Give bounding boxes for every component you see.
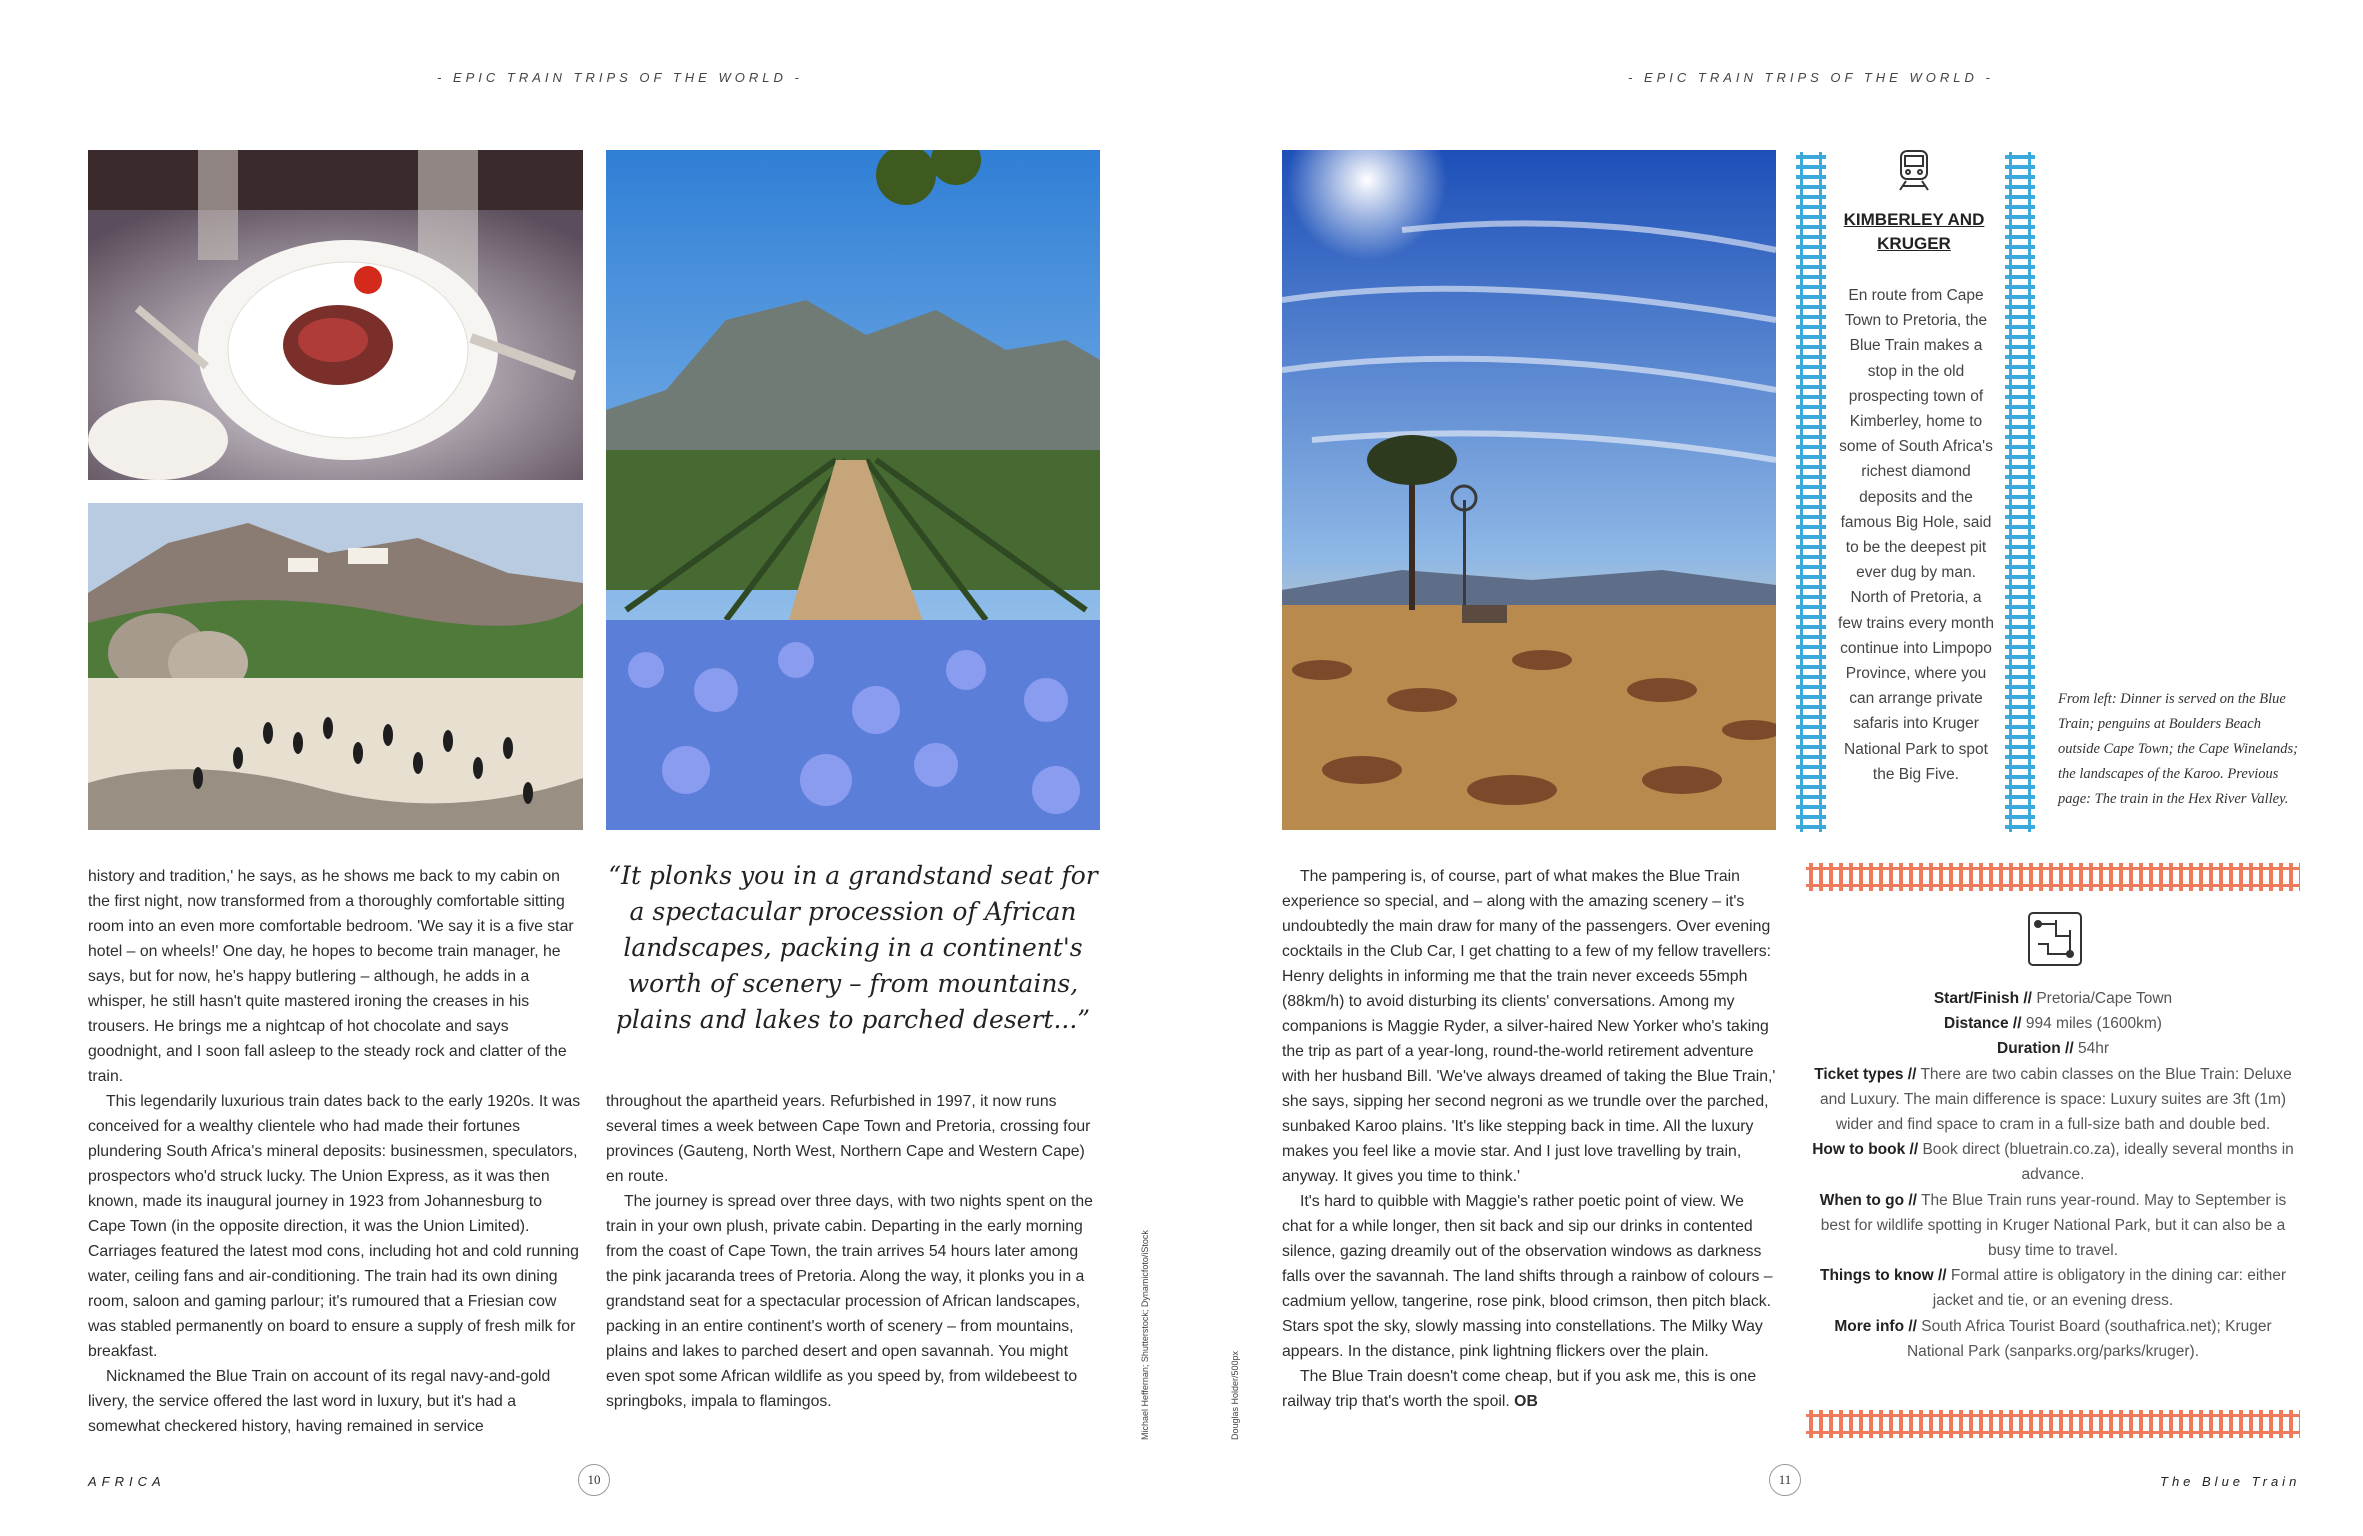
fact-things-to-know: Things to know // Formal attire is obligatory in the dining car: either jacket and tie, or an evening dress. <box>1819 1267 2287 1310</box>
body-column-1 <box>88 864 583 1439</box>
footer-story: The Blue Train <box>2160 1474 2301 1489</box>
page-number-right: 11 <box>1769 1464 1801 1496</box>
sidebar-body: En route from Cape Town to Pretoria, the Blue Train makes a stop in the old prospecting town of Kimberley, home to some of South Africa's richest diamond deposits and the famous Big Hole, said to be the deepest pit ever dug by man. North of Pretoria, a few trains every month continue into Limpopo Province, where you can arrange private safaris into Kruger National Park to spot the Big Five. <box>1838 287 1994 783</box>
fact-distance: Distance // 994 miles (1600km) <box>1944 1015 2162 1033</box>
photo-karoo <box>1282 150 1776 830</box>
body-column-3 <box>1282 864 1776 1414</box>
route-map-icon <box>2026 910 2084 968</box>
paragraph: Nicknamed the Blue Train on account of its regal navy-and-gold livery, the service offered the last word in luxury, but it's had a somewhat checkered history, having remained in service <box>88 1368 551 1435</box>
fact-duration: Duration // 54hr <box>1997 1040 2109 1058</box>
photo-credit-left: Michael Heffernan; Shutterstock; Dynamicfoto/iStock <box>1140 1230 1150 1440</box>
running-head-left: - EPIC TRAIN TRIPS OF THE WORLD - <box>437 70 803 85</box>
closing-sentence: The Blue Train doesn't come cheap, but if you ask me, this is one railway trip that's worth the spoil. <box>1282 1368 1757 1410</box>
fact-start-finish: Start/Finish // Pretoria/Cape Town <box>1933 990 2173 1007</box>
fact-more-info: More info // South Africa Tourist Board (southafrica.net); Kruger National Park (sanparks.org/parks/kruger). <box>1834 1317 2272 1360</box>
photo-caption: From left: Dinner is served on the Blue Train; penguins at Boulders Beach outside Cape Town; the Cape Winelands; the landscapes of the Karoo. Previous page: The train in the Hex River Valley. <box>2058 691 2298 807</box>
paragraph <box>1282 1364 1776 1414</box>
photo-dinner <box>88 150 583 480</box>
paragraph: history and tradition,' he says, as he shows me back to my cabin on the first night, now transformed from a thoroughly comfortable sitting room into an even more comfortable bedroom. 'We say it is a five star hotel – on wheels!' One day, he hopes to become train manager, he says, but for now, he's happy butlering – although, he adds in a whisper, he still hasn't quite mastered ironing the creases in his trousers. He brings me a nightcap of hot chocolate and says goodnight, and I soon fall asleep to the steady rock and clatter of the train. <box>88 868 574 1085</box>
running-head-right: - EPIC TRAIN TRIPS OF THE WORLD - <box>1628 70 1994 85</box>
sidebar-title: KIMBERLEY AND KRUGER <box>1843 210 1985 253</box>
body-column-2 <box>606 1089 1100 1414</box>
footer-section: AFRICA <box>88 1474 166 1489</box>
paragraph: It's hard to quibble with Maggie's rather poetic point of view. We chat for a while longer, then sit back and sip our drinks in contented silence, gazing dreamily out of the observation windows as darkness falls over the savannah. The land shifts through a rainbow of colours – cadmium yellow, tangerine, rose pink, blood crimson, then pitch black. Stars spot the sky, slowly massing into constellations. The Milky Way appears. In the distance, pink lightning flickers over the plain. <box>1282 1193 1773 1360</box>
page-number-left: 10 <box>578 1464 610 1496</box>
pull-quote: “It plonks you in a grandstand seat for a spectacular procession of African landscapes, packing in a continent's worth of scenery – from mountains, plains and lakes to parched desert...” <box>608 861 1098 1034</box>
fact-when-to-go: When to go // The Blue Train runs year-round. May to September is best for wildlife spotting in Kruger National Park, but it can also be a busy time to travel. <box>1819 1191 2287 1260</box>
track-rail-left <box>1796 152 1826 832</box>
photo-penguins <box>88 503 583 830</box>
photo-winelands <box>606 150 1100 830</box>
paragraph: The journey is spread over three days, with two nights spent on the train in your own plush, private cabin. Departing in the early morning from the coast of Cape Town, the train arrives 54 hours later among the pink jacaranda trees of Pretoria. Along the way, it plonks you in a grandstand seat for a spectacular procession of African landscapes, packing in an entire continent's worth of scenery – from mountains, plains and lakes to parched desert and open savannah. You might even spot some African wildlife as you speed by, from wildebeest to springboks, impala to flamingos. <box>606 1193 1093 1410</box>
track-band-top <box>1806 863 2300 891</box>
train-icon <box>1896 148 1932 192</box>
paragraph: throughout the apartheid years. Refurbished in 1997, it now runs several times a week between Cape Town and Pretoria, crossing four provinces (Gauteng, North West, Northern Cape and Western Cape) en route. <box>606 1093 1091 1185</box>
track-band-bottom <box>1806 1410 2300 1438</box>
paragraph: The pampering is, of course, part of what makes the Blue Train experience so special, and – along with the amazing scenery – it's undoubtedly the main draw for many of the passengers. Over evening cocktails in the Club Car, I get chatting to a few of my fellow travellers: Henry delights in informing me that the train never exceeds 55mph (88km/h) to avoid disturbing its clients' conversations. Among my companions is Maggie Ryder, a silver-haired New Yorker who's taking the trip as part of a year-long, round-the-world retirement adventure with her husband Bill. 'We've always dreamed of taking the Blue Train,' she says, sipping her second negroni as we trundle over the parched, sunbaked Karoo plains. 'It's like stepping back in time. All the luxury makes you feel like a movie star. And I just love travelling by train, anyway. It gives you time to think.' <box>1282 868 1776 1185</box>
facts-box <box>1806 986 2300 1364</box>
fact-ticket-types: Ticket types // There are two cabin classes on the Blue Train: Deluxe and Luxury. The main difference is space: Luxury suites are 3ft (1m) wider and find space to cram in a full-size bath and double bed. <box>1814 1065 2292 1134</box>
fact-how-to-book: How to book // Book direct (bluetrain.co.za), ideally several months in advance. <box>1812 1141 2294 1184</box>
photo-credit-right: Douglas Holder/500px <box>1230 1350 1240 1440</box>
author-initials: OB <box>1514 1393 1538 1410</box>
track-rail-right <box>2005 152 2035 832</box>
paragraph: This legendarily luxurious train dates back to the early 1920s. It was conceived for a wealthy clientele who had made their fortunes plundering South Africa's mineral deposits: businessmen, speculators, prospectors who'd struck lucky. The Union Express, as it was then known, made its inaugural journey in 1923 from Johannesburg to Cape Town (in the opposite direction, it was the Union Limited). Carriages featured the latest mod cons, including hot and cold running water, ceiling fans and air-conditioning. The train had its own dining room, saloon and gaming parlour; it's rumoured that a Friesian cow was stabled permanently on board to ensure a supply of fresh milk for breakfast. <box>88 1093 581 1360</box>
